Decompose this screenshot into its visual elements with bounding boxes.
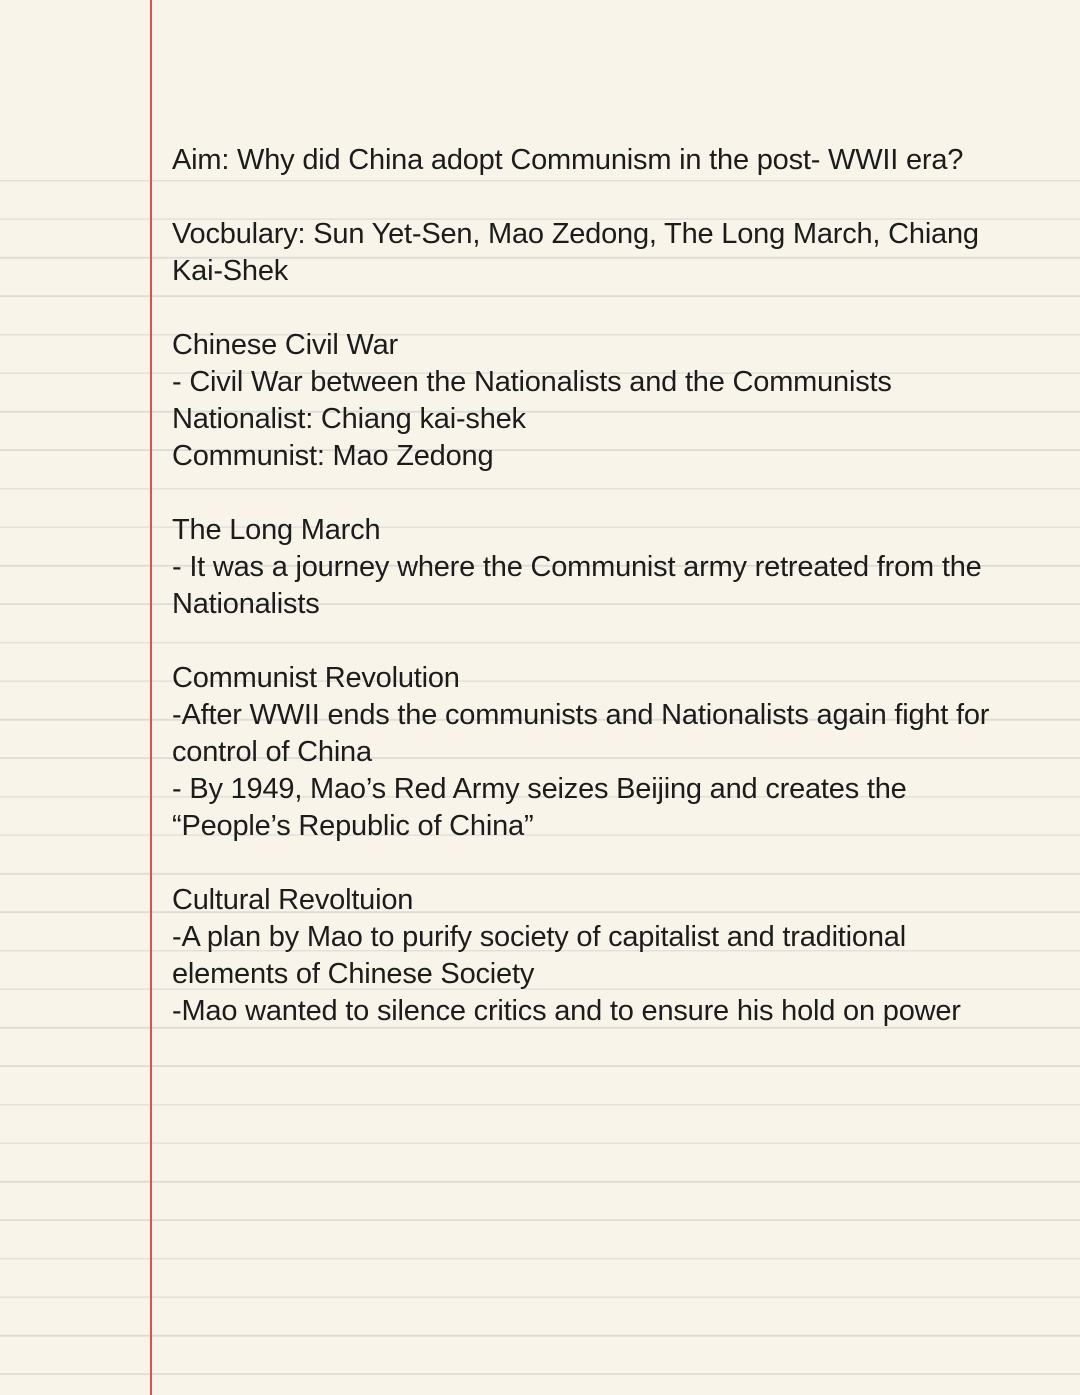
section-heading: Cultural Revoltuion [172, 884, 414, 916]
blank-line [172, 623, 1072, 660]
note-line: Communist: Mao Zedong [172, 440, 494, 472]
vocabulary-line: Kai-Shek [172, 255, 289, 287]
section-heading: Communist Revolution [172, 662, 460, 694]
section-communist-revolution [172, 660, 1072, 845]
note-line: elements of Chinese Society [172, 958, 535, 990]
aim-line: Aim: Why did China adopt Communism in the post- WWII era? [172, 144, 964, 176]
blank-line [172, 475, 1072, 512]
blank-line [172, 179, 1072, 216]
vocabulary-line: Vocbulary: Sun Yet-Sen, Mao Zedong, The Long March, Chiang [172, 218, 979, 250]
note-line: -Mao wanted to silence critics and to ensure his hold on power [172, 995, 961, 1027]
note-line: - By 1949, Mao’s Red Army seizes Beijing and creates the [172, 773, 907, 805]
note-line: Nationalist: Chiang kai-shek [172, 403, 526, 435]
section-heading: Chinese Civil War [172, 329, 398, 361]
notes-body [172, 142, 1072, 1030]
note-line: -A plan by Mao to purify society of capitalist and traditional [172, 921, 906, 953]
margin-rule [150, 0, 152, 1395]
note-line: - It was a journey where the Communist army retreated from the [172, 551, 982, 583]
blank-line [172, 290, 1072, 327]
note-line: - Civil War between the Nationalists and the Communists [172, 366, 892, 398]
note-line: -After WWII ends the communists and Nationalists again fight for [172, 699, 990, 731]
page-top-margin [0, 0, 1080, 142]
section-long-march [172, 512, 1072, 623]
note-line: control of China [172, 736, 372, 768]
blank-line [172, 845, 1072, 882]
note-line: Nationalists [172, 588, 320, 620]
section-cultural-revolution [172, 882, 1072, 1030]
section-heading: The Long March [172, 514, 381, 546]
section-chinese-civil-war [172, 327, 1072, 475]
note-line: “People’s Republic of China” [172, 810, 534, 842]
